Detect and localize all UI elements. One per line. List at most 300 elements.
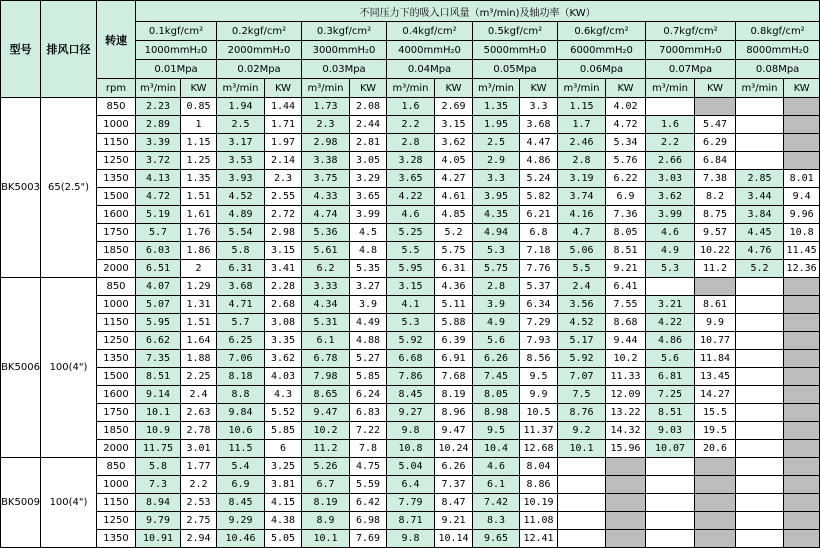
table-row — [1, 260, 820, 278]
power-cell: 7.22 — [350, 422, 387, 440]
rpm-cell: 1150 — [97, 134, 136, 152]
flow-cell: 5.92 — [558, 350, 606, 368]
flow-cell: 3.65 — [387, 170, 435, 188]
flow-cell: 4.1 — [387, 296, 435, 314]
power-cell: 6.41 — [606, 278, 646, 296]
flow-cell: 5.26 — [302, 458, 350, 476]
flow-cell — [736, 296, 784, 314]
pressure-mmh2o: 8000mmH₂0 — [736, 41, 820, 60]
flow-cell: 4.6 — [646, 224, 695, 242]
flow-unit: m³/min — [217, 79, 265, 98]
flow-cell: 4.34 — [302, 296, 350, 314]
flow-cell: 7.3 — [136, 476, 181, 494]
flow-cell: 4.22 — [646, 314, 695, 332]
power-cell: 2.69 — [435, 98, 473, 116]
flow-cell: 5.8 — [217, 242, 265, 260]
flow-cell: 3.56 — [558, 296, 606, 314]
flow-cell: 9.79 — [136, 512, 181, 530]
flow-cell: 4.94 — [473, 224, 520, 242]
flow-cell: 2.8 — [387, 134, 435, 152]
flow-cell: 1.15 — [558, 98, 606, 116]
flow-cell — [736, 440, 784, 458]
flow-cell — [736, 134, 784, 152]
power-cell: 7.76 — [520, 260, 558, 278]
flow-cell: 2.66 — [646, 152, 695, 170]
power-cell — [784, 134, 820, 152]
flow-cell: 10.6 — [217, 422, 265, 440]
table-row — [1, 242, 820, 260]
power-cell: 9.21 — [435, 512, 473, 530]
power-cell: 10.24 — [435, 440, 473, 458]
power-cell: 11.45 — [784, 242, 820, 260]
rpm-cell: 1850 — [97, 242, 136, 260]
flow-cell: 5.92 — [387, 332, 435, 350]
flow-cell: 4.76 — [736, 242, 784, 260]
flow-cell: 6.51 — [136, 260, 181, 278]
flow-cell — [736, 512, 784, 530]
flow-cell: 5.95 — [387, 260, 435, 278]
flow-cell: 3.84 — [736, 206, 784, 224]
flow-cell: 10.1 — [558, 440, 606, 458]
flow-cell: 10.46 — [217, 530, 265, 548]
pressure-mpa: 0.01Mpa — [136, 60, 217, 79]
power-cell: 2.81 — [350, 134, 387, 152]
flow-cell — [558, 458, 606, 476]
power-cell: 6.26 — [435, 458, 473, 476]
flow-cell: 6.4 — [387, 476, 435, 494]
table-row — [1, 116, 820, 134]
power-unit: KW — [181, 79, 217, 98]
rpm-cell: 1350 — [97, 350, 136, 368]
flow-cell — [736, 530, 784, 548]
power-cell: 14.27 — [695, 386, 736, 404]
pressure-mmh2o: 2000mmH₂0 — [217, 41, 302, 60]
flow-cell: 4.6 — [473, 458, 520, 476]
flow-cell: 9.03 — [646, 422, 695, 440]
table-row — [1, 278, 820, 296]
flow-cell: 2.4 — [558, 278, 606, 296]
power-cell: 3.08 — [265, 314, 302, 332]
flow-cell: 8.05 — [473, 386, 520, 404]
power-cell: 7.8 — [350, 440, 387, 458]
power-cell: 1.61 — [181, 206, 217, 224]
flow-cell: 7.79 — [387, 494, 435, 512]
power-cell: 8.86 — [520, 476, 558, 494]
flow-cell: 10.4 — [473, 440, 520, 458]
flow-cell: 7.86 — [387, 368, 435, 386]
pressure-mmh2o: 4000mmH₂0 — [387, 41, 473, 60]
power-unit: KW — [435, 79, 473, 98]
flow-cell: 4.35 — [473, 206, 520, 224]
flow-cell: 8.51 — [646, 404, 695, 422]
power-cell: 3.3 — [520, 98, 558, 116]
power-cell: 9.57 — [695, 224, 736, 242]
power-cell: 0.85 — [181, 98, 217, 116]
flow-cell — [646, 476, 695, 494]
power-cell: 12.41 — [520, 530, 558, 548]
flow-cell: 5.2 — [736, 260, 784, 278]
flow-cell: 6.25 — [217, 332, 265, 350]
table-row — [1, 350, 820, 368]
rpm-cell: 850 — [97, 98, 136, 116]
rpm-cell: 1350 — [97, 530, 136, 548]
power-cell: 10.8 — [784, 224, 820, 242]
power-cell — [695, 494, 736, 512]
flow-cell: 3.44 — [736, 188, 784, 206]
flow-cell: 5.8 — [136, 458, 181, 476]
power-cell: 8.2 — [695, 188, 736, 206]
flow-cell: 8.45 — [217, 494, 265, 512]
power-cell — [784, 314, 820, 332]
flow-cell: 7.45 — [473, 368, 520, 386]
table-row — [1, 224, 820, 242]
power-cell — [784, 512, 820, 530]
table-row — [1, 476, 820, 494]
power-cell: 10.19 — [520, 494, 558, 512]
power-cell: 2.3 — [265, 170, 302, 188]
power-cell: 10.5 — [520, 404, 558, 422]
power-cell: 3.27 — [350, 278, 387, 296]
power-cell — [606, 494, 646, 512]
power-cell — [695, 278, 736, 296]
flow-cell: 4.9 — [646, 242, 695, 260]
power-cell: 7.93 — [520, 332, 558, 350]
flow-unit: m³/min — [387, 79, 435, 98]
power-cell: 4.61 — [435, 188, 473, 206]
power-cell: 4.75 — [350, 458, 387, 476]
flow-cell: 4.9 — [473, 314, 520, 332]
power-cell: 8.51 — [606, 242, 646, 260]
power-cell: 11.2 — [695, 260, 736, 278]
power-cell: 1.51 — [181, 314, 217, 332]
power-cell: 4.05 — [435, 152, 473, 170]
power-cell: 10.14 — [435, 530, 473, 548]
flow-cell: 6.1 — [473, 476, 520, 494]
power-cell: 20.6 — [695, 440, 736, 458]
flow-unit: m³/min — [736, 79, 784, 98]
table-row — [1, 314, 820, 332]
power-cell — [784, 494, 820, 512]
power-cell: 8.61 — [695, 296, 736, 314]
flow-cell: 1.35 — [473, 98, 520, 116]
flow-cell: 2.8 — [558, 152, 606, 170]
flow-cell: 6.62 — [136, 332, 181, 350]
power-cell: 3.05 — [350, 152, 387, 170]
flow-cell — [736, 368, 784, 386]
power-cell — [784, 476, 820, 494]
rpm-cell: 1500 — [97, 188, 136, 206]
flow-cell: 8.45 — [387, 386, 435, 404]
power-cell: 3.9 — [350, 296, 387, 314]
power-cell: 4.3 — [265, 386, 302, 404]
power-cell — [784, 278, 820, 296]
flow-cell: 8.71 — [387, 512, 435, 530]
power-cell: 2 — [181, 260, 217, 278]
flow-cell: 3.72 — [136, 152, 181, 170]
flow-cell: 2.2 — [387, 116, 435, 134]
model-cell: BK5009 — [1, 458, 41, 548]
power-cell: 5.34 — [606, 134, 646, 152]
power-cell: 1.71 — [265, 116, 302, 134]
power-cell: 5.47 — [695, 116, 736, 134]
power-cell: 5.11 — [435, 296, 473, 314]
flow-cell: 7.06 — [217, 350, 265, 368]
power-cell: 4.38 — [265, 512, 302, 530]
power-cell: 4.47 — [520, 134, 558, 152]
pressure-kgf: 0.1kgf/cm² — [136, 22, 217, 41]
flow-cell: 6.7 — [302, 476, 350, 494]
power-cell — [695, 98, 736, 116]
flow-cell: 6.2 — [302, 260, 350, 278]
flow-cell: 11.5 — [217, 440, 265, 458]
rpm-cell: 1500 — [97, 368, 136, 386]
flow-cell: 8.9 — [302, 512, 350, 530]
power-cell: 8.05 — [606, 224, 646, 242]
power-cell: 3.35 — [265, 332, 302, 350]
power-cell — [784, 296, 820, 314]
flow-cell: 11.2 — [302, 440, 350, 458]
power-unit: KW — [606, 79, 646, 98]
power-cell: 1.29 — [181, 278, 217, 296]
table-row — [1, 494, 820, 512]
flow-cell: 3.99 — [646, 206, 695, 224]
flow-cell — [646, 494, 695, 512]
power-cell: 3.62 — [435, 134, 473, 152]
rpm-cell: 1600 — [97, 386, 136, 404]
flow-cell — [736, 350, 784, 368]
power-cell: 1.64 — [181, 332, 217, 350]
flow-cell: 3.15 — [387, 278, 435, 296]
rpm-cell: 1000 — [97, 116, 136, 134]
flow-cell: 3.33 — [302, 278, 350, 296]
rpm-cell: 2000 — [97, 260, 136, 278]
power-cell: 2.68 — [265, 296, 302, 314]
power-cell — [606, 458, 646, 476]
flow-cell: 2.5 — [473, 134, 520, 152]
pressure-mmh2o: 7000mmH₂0 — [646, 41, 736, 60]
power-cell: 4.86 — [520, 152, 558, 170]
power-cell — [784, 440, 820, 458]
flow-cell: 4.13 — [136, 170, 181, 188]
power-cell: 9.5 — [520, 368, 558, 386]
flow-cell: 2.2 — [646, 134, 695, 152]
power-cell: 12.36 — [784, 260, 820, 278]
power-cell: 1.86 — [181, 242, 217, 260]
flow-cell: 5.6 — [473, 332, 520, 350]
flow-cell: 6.68 — [387, 350, 435, 368]
power-cell: 3.81 — [265, 476, 302, 494]
flow-cell: 5.6 — [646, 350, 695, 368]
table-row — [1, 332, 820, 350]
power-cell: 11.37 — [520, 422, 558, 440]
power-cell: 11.84 — [695, 350, 736, 368]
pressure-mpa: 0.04Mpa — [387, 60, 473, 79]
power-cell: 15.5 — [695, 404, 736, 422]
power-cell: 8.96 — [435, 404, 473, 422]
header-row-title — [1, 1, 820, 22]
power-cell: 3.65 — [350, 188, 387, 206]
power-cell: 1.25 — [181, 152, 217, 170]
flow-cell: 6.9 — [217, 476, 265, 494]
outlet-cell: 100(4") — [41, 278, 97, 458]
flow-cell: 9.5 — [473, 422, 520, 440]
outlet-cell: 100(4") — [41, 458, 97, 548]
power-cell: 3.68 — [520, 116, 558, 134]
flow-unit: m³/min — [136, 79, 181, 98]
flow-cell: 8.18 — [217, 368, 265, 386]
power-cell — [784, 422, 820, 440]
model-cell: BK5006 — [1, 278, 41, 458]
power-cell: 2.28 — [265, 278, 302, 296]
table-body — [1, 98, 820, 548]
power-cell: 4.72 — [606, 116, 646, 134]
flow-cell: 3.62 — [646, 188, 695, 206]
power-cell: 2.2 — [181, 476, 217, 494]
flow-cell: 1.95 — [473, 116, 520, 134]
power-cell: 3.15 — [265, 242, 302, 260]
power-cell: 19.5 — [695, 422, 736, 440]
flow-cell: 5.31 — [302, 314, 350, 332]
flow-cell: 7.35 — [136, 350, 181, 368]
power-cell: 9.9 — [695, 314, 736, 332]
power-cell: 6.34 — [520, 296, 558, 314]
power-cell — [784, 458, 820, 476]
flow-cell — [646, 278, 695, 296]
flow-cell: 9.84 — [217, 404, 265, 422]
table-row — [1, 152, 820, 170]
power-cell: 12.09 — [606, 386, 646, 404]
power-cell — [695, 458, 736, 476]
flow-cell: 5.36 — [302, 224, 350, 242]
flow-cell: 11.75 — [136, 440, 181, 458]
flow-cell: 8.98 — [473, 404, 520, 422]
rpm-cell: 1250 — [97, 332, 136, 350]
flow-cell: 4.7 — [558, 224, 606, 242]
table-row — [1, 170, 820, 188]
model-cell: BK5003 — [1, 98, 41, 278]
flow-unit: m³/min — [646, 79, 695, 98]
power-cell: 7.37 — [435, 476, 473, 494]
flow-cell: 2.9 — [473, 152, 520, 170]
power-cell: 5.35 — [350, 260, 387, 278]
flow-cell: 10.2 — [302, 422, 350, 440]
power-cell: 4.49 — [350, 314, 387, 332]
flow-cell: 3.03 — [646, 170, 695, 188]
power-cell: 7.36 — [606, 206, 646, 224]
flow-cell — [558, 476, 606, 494]
power-cell: 9.4 — [784, 188, 820, 206]
power-cell: 5.59 — [350, 476, 387, 494]
flow-cell: 3.3 — [473, 170, 520, 188]
flow-cell: 5.06 — [558, 242, 606, 260]
flow-cell: 8.76 — [558, 404, 606, 422]
flow-cell — [558, 530, 606, 548]
flow-cell: 5.5 — [387, 242, 435, 260]
flow-cell: 1.6 — [387, 98, 435, 116]
power-cell: 10.22 — [695, 242, 736, 260]
flow-cell — [736, 386, 784, 404]
flow-cell: 3.19 — [558, 170, 606, 188]
power-cell: 6.8 — [520, 224, 558, 242]
power-cell: 9.21 — [606, 260, 646, 278]
power-cell: 8.68 — [606, 314, 646, 332]
power-cell: 2.14 — [265, 152, 302, 170]
power-cell: 6.39 — [435, 332, 473, 350]
power-cell: 7.29 — [520, 314, 558, 332]
rpm-cell: 1150 — [97, 494, 136, 512]
flow-cell: 8.65 — [302, 386, 350, 404]
flow-cell: 1.73 — [302, 98, 350, 116]
table-row — [1, 368, 820, 386]
flow-cell: 3.28 — [387, 152, 435, 170]
power-cell — [784, 404, 820, 422]
flow-cell — [736, 98, 784, 116]
rpm-cell: 1000 — [97, 476, 136, 494]
pressure-mmh2o: 3000mmH₂0 — [302, 41, 387, 60]
power-cell: 10.2 — [606, 350, 646, 368]
power-cell — [784, 368, 820, 386]
power-cell: 8.04 — [520, 458, 558, 476]
pressure-kgf: 0.2kgf/cm² — [217, 22, 302, 41]
power-cell — [784, 332, 820, 350]
power-cell: 3.29 — [350, 170, 387, 188]
flow-cell: 2.3 — [302, 116, 350, 134]
flow-cell: 8.19 — [302, 494, 350, 512]
power-cell: 7.38 — [695, 170, 736, 188]
power-cell: 6.22 — [606, 170, 646, 188]
flow-cell: 8.51 — [136, 368, 181, 386]
table-header — [1, 1, 820, 98]
flow-cell: 6.78 — [302, 350, 350, 368]
power-cell: 6.83 — [350, 404, 387, 422]
pressure-kgf: 0.3kgf/cm² — [302, 22, 387, 41]
flow-cell: 10.91 — [136, 530, 181, 548]
power-cell: 5.88 — [435, 314, 473, 332]
flow-cell — [736, 476, 784, 494]
flow-cell: 8.3 — [473, 512, 520, 530]
power-cell — [784, 98, 820, 116]
power-cell: 4.36 — [435, 278, 473, 296]
speed-header: 转速 — [97, 1, 136, 79]
power-cell: 2.08 — [350, 98, 387, 116]
power-unit: KW — [520, 79, 558, 98]
flow-cell: 1.94 — [217, 98, 265, 116]
power-cell: 5.75 — [435, 242, 473, 260]
flow-cell — [736, 494, 784, 512]
flow-cell: 4.89 — [217, 206, 265, 224]
flow-cell: 10.1 — [136, 404, 181, 422]
pressure-mmh2o: 1000mmH₂0 — [136, 41, 217, 60]
power-cell: 2.72 — [265, 206, 302, 224]
power-cell: 15.96 — [606, 440, 646, 458]
flow-cell: 3.93 — [217, 170, 265, 188]
power-cell — [784, 350, 820, 368]
flow-cell: 6.81 — [646, 368, 695, 386]
pressure-mmh2o: 6000mmH₂0 — [558, 41, 646, 60]
rpm-cell: 1750 — [97, 224, 136, 242]
power-cell: 1.51 — [181, 188, 217, 206]
power-cell: 4.85 — [435, 206, 473, 224]
table-row — [1, 188, 820, 206]
power-cell: 3.01 — [181, 440, 217, 458]
flow-cell: 4.52 — [217, 188, 265, 206]
power-cell: 8.47 — [435, 494, 473, 512]
power-cell: 2.4 — [181, 386, 217, 404]
flow-cell — [558, 512, 606, 530]
power-cell: 3.99 — [350, 206, 387, 224]
power-cell: 1.44 — [265, 98, 302, 116]
power-cell: 10.77 — [695, 332, 736, 350]
